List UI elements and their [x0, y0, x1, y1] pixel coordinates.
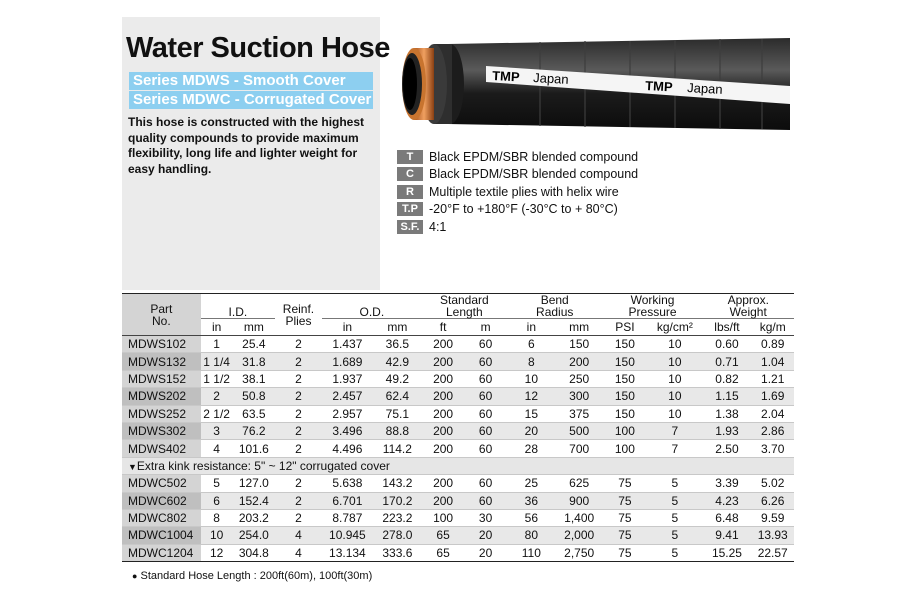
table-row [122, 388, 794, 405]
table-cell: 1.937 [322, 370, 373, 387]
header-plies-line2: Plies [285, 313, 312, 328]
table-cell: 223.2 [373, 509, 422, 526]
section-note-text: Extra kink resistance: 5" ~ 12" corrugated cover [136, 458, 390, 473]
part-number-cell: MDWC602 [122, 492, 201, 509]
table-cell: 75 [603, 492, 648, 509]
table-cell: 88.8 [373, 422, 422, 439]
header-length-line2: Length [445, 305, 483, 319]
table-cell: 10 [507, 370, 556, 387]
table-cell: 12 [201, 544, 233, 561]
table-cell: 2 [275, 509, 322, 526]
table-cell: 60 [464, 492, 507, 509]
table-cell: 42.9 [373, 353, 422, 370]
table-cell: 1.437 [322, 336, 373, 353]
header-bend-line2: Radius [536, 305, 574, 319]
table-cell: 2 [275, 440, 322, 457]
table-cell: 22.57 [751, 544, 794, 561]
table-cell: 5 [647, 509, 702, 526]
table-cell: 28 [507, 440, 556, 457]
spec-value: -20°F to +180°F (-30°C to + 80°C) [429, 202, 618, 217]
table-cell: 2 1/2 [201, 405, 233, 422]
table-cell: 6 [507, 336, 556, 353]
header-weight-line2: Weight [729, 305, 767, 319]
table-cell: 900 [556, 492, 603, 509]
table-cell: 375 [556, 405, 603, 422]
hose-brand-1: TMP [491, 68, 521, 85]
table-cell: 60 [464, 422, 507, 439]
table-cell: 49.2 [373, 370, 422, 387]
footnote [132, 570, 372, 582]
header-pressure-line1: Working [630, 293, 675, 307]
table-cell: 2 [275, 405, 322, 422]
table-cell: 250 [556, 370, 603, 387]
spec-row [397, 201, 638, 219]
table-cell: 4 [275, 527, 322, 544]
table-cell: 150 [603, 388, 648, 405]
table-cell: 30 [464, 509, 507, 526]
table-cell: 2.957 [322, 405, 373, 422]
unit-header: kg/cm² [647, 319, 702, 336]
table-cell: 200 [422, 353, 465, 370]
spec-row [397, 148, 638, 166]
table-cell: 114.2 [373, 440, 422, 457]
hose-bore [403, 58, 417, 110]
part-number-cell: MDWS202 [122, 388, 201, 405]
table-cell: 10.945 [322, 527, 373, 544]
section-note [122, 457, 794, 474]
hose-brand-2: TMP [644, 78, 674, 95]
table-cell: 65 [422, 527, 465, 544]
table-cell: 3.496 [322, 422, 373, 439]
part-number-cell: MDWC502 [122, 475, 201, 492]
product-description: This hose is constructed with the highest quality compounds to provide maximum flexibility, long life and lighter weight for easy handling. [128, 115, 365, 176]
series-mdws-label: Series MDWS - Smooth Cover [129, 72, 373, 90]
table-cell: 8 [507, 353, 556, 370]
header-bend-line1: Bend [540, 293, 569, 307]
part-number-cell: MDWS152 [122, 370, 201, 387]
table-cell: 100 [422, 509, 465, 526]
table-cell: 80 [507, 527, 556, 544]
triangle-down-icon: ▼ [128, 461, 137, 472]
table-cell: 150 [603, 370, 648, 387]
table-cell: 0.71 [703, 353, 752, 370]
part-number-cell: MDWC802 [122, 509, 201, 526]
header-part-no [122, 294, 201, 336]
table-cell: 60 [464, 405, 507, 422]
table-cell: 62.4 [373, 388, 422, 405]
table-cell: 6.48 [703, 509, 752, 526]
table-cell: 10 [201, 527, 233, 544]
table-cell: 60 [464, 440, 507, 457]
part-number-cell: MDWS402 [122, 440, 201, 457]
table-cell: 333.6 [373, 544, 422, 561]
table-cell: 2.04 [751, 405, 794, 422]
table-cell: 143.2 [373, 475, 422, 492]
table-cell: 278.0 [373, 527, 422, 544]
table-cell: 2 [275, 475, 322, 492]
table-cell: 0.82 [703, 370, 752, 387]
table-cell: 38.1 [233, 370, 276, 387]
header-id: I.D. [201, 294, 275, 319]
table-cell: 0.60 [703, 336, 752, 353]
table-cell: 300 [556, 388, 603, 405]
part-number-cell: MDWS252 [122, 405, 201, 422]
table-cell: 12 [507, 388, 556, 405]
spec-value: Black EPDM/SBR blended compound [429, 149, 639, 164]
header-bend [507, 294, 603, 319]
table-cell: 2.86 [751, 422, 794, 439]
table-cell: 150 [603, 336, 648, 353]
spec-list [397, 148, 638, 236]
table-cell: 60 [464, 388, 507, 405]
spec-row [397, 218, 638, 236]
table-cell: 6.701 [322, 492, 373, 509]
header-length [422, 294, 507, 319]
table-cell: 5 [647, 544, 702, 561]
spec-row [397, 166, 638, 184]
table-cell: 200 [422, 370, 465, 387]
unit-header: lbs/ft [703, 319, 752, 336]
table-cell: 700 [556, 440, 603, 457]
table-cell: 2,750 [556, 544, 603, 561]
table-cell: 8 [201, 509, 233, 526]
table-row [122, 405, 794, 422]
table-cell: 1 1/2 [201, 370, 233, 387]
table-cell: 2 [201, 388, 233, 405]
table-cell: 25.4 [233, 336, 276, 353]
table-cell: 1.93 [703, 422, 752, 439]
table-cell: 63.5 [233, 405, 276, 422]
header-pressure [603, 294, 703, 319]
table-row [122, 527, 794, 544]
unit-row [122, 319, 794, 336]
table-cell: 200 [422, 440, 465, 457]
table-cell: 20 [464, 544, 507, 561]
table-cell: 7 [647, 422, 702, 439]
header-od: O.D. [322, 294, 422, 319]
table-cell: 2 [275, 422, 322, 439]
unit-header: m [464, 319, 507, 336]
table-cell: 150 [603, 353, 648, 370]
table-cell: 101.6 [233, 440, 276, 457]
table-cell: 10 [647, 353, 702, 370]
table-cell: 0.89 [751, 336, 794, 353]
table-cell: 152.4 [233, 492, 276, 509]
table-cell: 200 [422, 405, 465, 422]
table-cell: 1.69 [751, 388, 794, 405]
table-cell: 10 [647, 336, 702, 353]
table-cell: 36.5 [373, 336, 422, 353]
table-cell: 4 [275, 544, 322, 561]
unit-header: in [322, 319, 373, 336]
part-number-cell: MDWS102 [122, 336, 201, 353]
unit-header: mm [373, 319, 422, 336]
spec-row [397, 183, 638, 201]
table-cell: 200 [422, 336, 465, 353]
table-cell: 10 [647, 388, 702, 405]
table-cell: 150 [603, 405, 648, 422]
table-cell: 2.457 [322, 388, 373, 405]
table-cell: 20 [507, 422, 556, 439]
header-weight [703, 294, 795, 319]
table-cell: 25 [507, 475, 556, 492]
table-cell: 9.41 [703, 527, 752, 544]
spec-key: T.P [397, 202, 423, 216]
table-cell: 200 [422, 388, 465, 405]
part-number-cell: MDWC1004 [122, 527, 201, 544]
footnote-text: Standard Hose Length : 200ft(60m), 100ft(30m) [140, 570, 373, 582]
table-cell: 2 [275, 370, 322, 387]
table-cell: 4 [201, 440, 233, 457]
table-cell: 200 [556, 353, 603, 370]
table-row [122, 492, 794, 509]
table-cell: 75 [603, 527, 648, 544]
table-cell: 65 [422, 544, 465, 561]
table-cell: 5 [647, 492, 702, 509]
spec-value: Multiple textile plies with helix wire [429, 184, 619, 199]
table-row [122, 440, 794, 457]
table-cell: 1 1/4 [201, 353, 233, 370]
table-cell: 200 [422, 422, 465, 439]
part-number-cell: MDWS132 [122, 353, 201, 370]
table-row [122, 353, 794, 370]
table-cell: 170.2 [373, 492, 422, 509]
header-weight-line1: Approx. [727, 293, 769, 307]
header-plies [275, 294, 322, 336]
table-cell: 1 [201, 336, 233, 353]
unit-header: in [507, 319, 556, 336]
spec-key: T [397, 150, 423, 164]
table-cell: 1.689 [322, 353, 373, 370]
unit-header: PSI [603, 319, 648, 336]
table-cell: 1.38 [703, 405, 752, 422]
table-cell: 60 [464, 475, 507, 492]
table-cell: 254.0 [233, 527, 276, 544]
table-cell: 10 [647, 370, 702, 387]
series-mdwc-label: Series MDWC - Corrugated Cover [129, 91, 373, 109]
table-cell: 3 [201, 422, 233, 439]
table-cell: 200 [422, 492, 465, 509]
table-row [122, 336, 794, 353]
table-cell: 60 [464, 353, 507, 370]
table-cell: 3.70 [751, 440, 794, 457]
spec-value: 4:1 [429, 219, 447, 234]
table-cell: 9.59 [751, 509, 794, 526]
unit-header: kg/m [751, 319, 794, 336]
table-cell: 75 [603, 544, 648, 561]
table-cell: 2 [275, 353, 322, 370]
table-cell: 2 [275, 336, 322, 353]
table-cell: 5.02 [751, 475, 794, 492]
table-cell: 15 [507, 405, 556, 422]
hose-spec-table [122, 293, 794, 562]
table-cell: 4.496 [322, 440, 373, 457]
table-cell: 200 [422, 475, 465, 492]
part-number-cell: MDWC1204 [122, 544, 201, 561]
header-plies-line1: Reinf. [282, 301, 315, 316]
table-cell: 56 [507, 509, 556, 526]
table-cell: 150 [556, 336, 603, 353]
table-row [122, 544, 794, 561]
table-cell: 20 [464, 527, 507, 544]
table-cell: 8.787 [322, 509, 373, 526]
table-cell: 5 [647, 475, 702, 492]
table-cell: 3.39 [703, 475, 752, 492]
table-cell: 10 [647, 405, 702, 422]
table-cell: 6.26 [751, 492, 794, 509]
spec-key: R [397, 185, 423, 199]
table-cell: 76.2 [233, 422, 276, 439]
table-cell: 625 [556, 475, 603, 492]
table-row [122, 370, 794, 387]
table-cell: 110 [507, 544, 556, 561]
header-length-line1: Standard [439, 293, 489, 307]
table-cell: 304.8 [233, 544, 276, 561]
table-cell: 127.0 [233, 475, 276, 492]
section-note-row [122, 457, 794, 474]
table-cell: 15.25 [703, 544, 752, 561]
unit-header: in [201, 319, 233, 336]
table-cell: 100 [603, 440, 648, 457]
spec-key: C [397, 167, 423, 181]
table-cell: 5.638 [322, 475, 373, 492]
unit-header: mm [233, 319, 276, 336]
bullet-icon: ● [132, 571, 138, 581]
table-cell: 500 [556, 422, 603, 439]
table-cell: 2,000 [556, 527, 603, 544]
table-cell: 6 [201, 492, 233, 509]
table-cell: 203.2 [233, 509, 276, 526]
table-cell: 50.8 [233, 388, 276, 405]
table-cell: 1.21 [751, 370, 794, 387]
table-cell: 60 [464, 336, 507, 353]
table-row [122, 475, 794, 492]
table-cell: 1.15 [703, 388, 752, 405]
header-part-line2: No. [151, 313, 171, 328]
table-cell: 4.23 [703, 492, 752, 509]
header-pressure-line2: Pressure [628, 305, 677, 319]
table-cell: 100 [603, 422, 648, 439]
table-row [122, 422, 794, 439]
table-body [122, 336, 794, 562]
table-cell: 13.93 [751, 527, 794, 544]
table-cell: 75.1 [373, 405, 422, 422]
spec-key: S.F. [397, 220, 423, 234]
table-cell: 5 [201, 475, 233, 492]
page-title: Water Suction Hose [126, 32, 390, 64]
table-cell: 31.8 [233, 353, 276, 370]
table-cell: 2.50 [703, 440, 752, 457]
table-cell: 75 [603, 475, 648, 492]
table-cell: 2 [275, 388, 322, 405]
table-cell: 60 [464, 370, 507, 387]
hose-country-1: Japan [532, 70, 570, 87]
table-cell: 5 [647, 527, 702, 544]
unit-header: ft [422, 319, 465, 336]
table-cell: 1,400 [556, 509, 603, 526]
table-cell: 36 [507, 492, 556, 509]
table-cell: 7 [647, 440, 702, 457]
table-cell: 1.04 [751, 353, 794, 370]
table-cell: 75 [603, 509, 648, 526]
part-number-cell: MDWS302 [122, 422, 201, 439]
table-cell: 2 [275, 492, 322, 509]
hose-image [390, 36, 790, 132]
table-row [122, 509, 794, 526]
table-cell: 13.134 [322, 544, 373, 561]
header-part-line1: Part [150, 301, 173, 316]
spec-value: Black EPDM/SBR blended compound [429, 167, 639, 182]
unit-header: mm [556, 319, 603, 336]
hose-country-2: Japan [686, 80, 724, 97]
